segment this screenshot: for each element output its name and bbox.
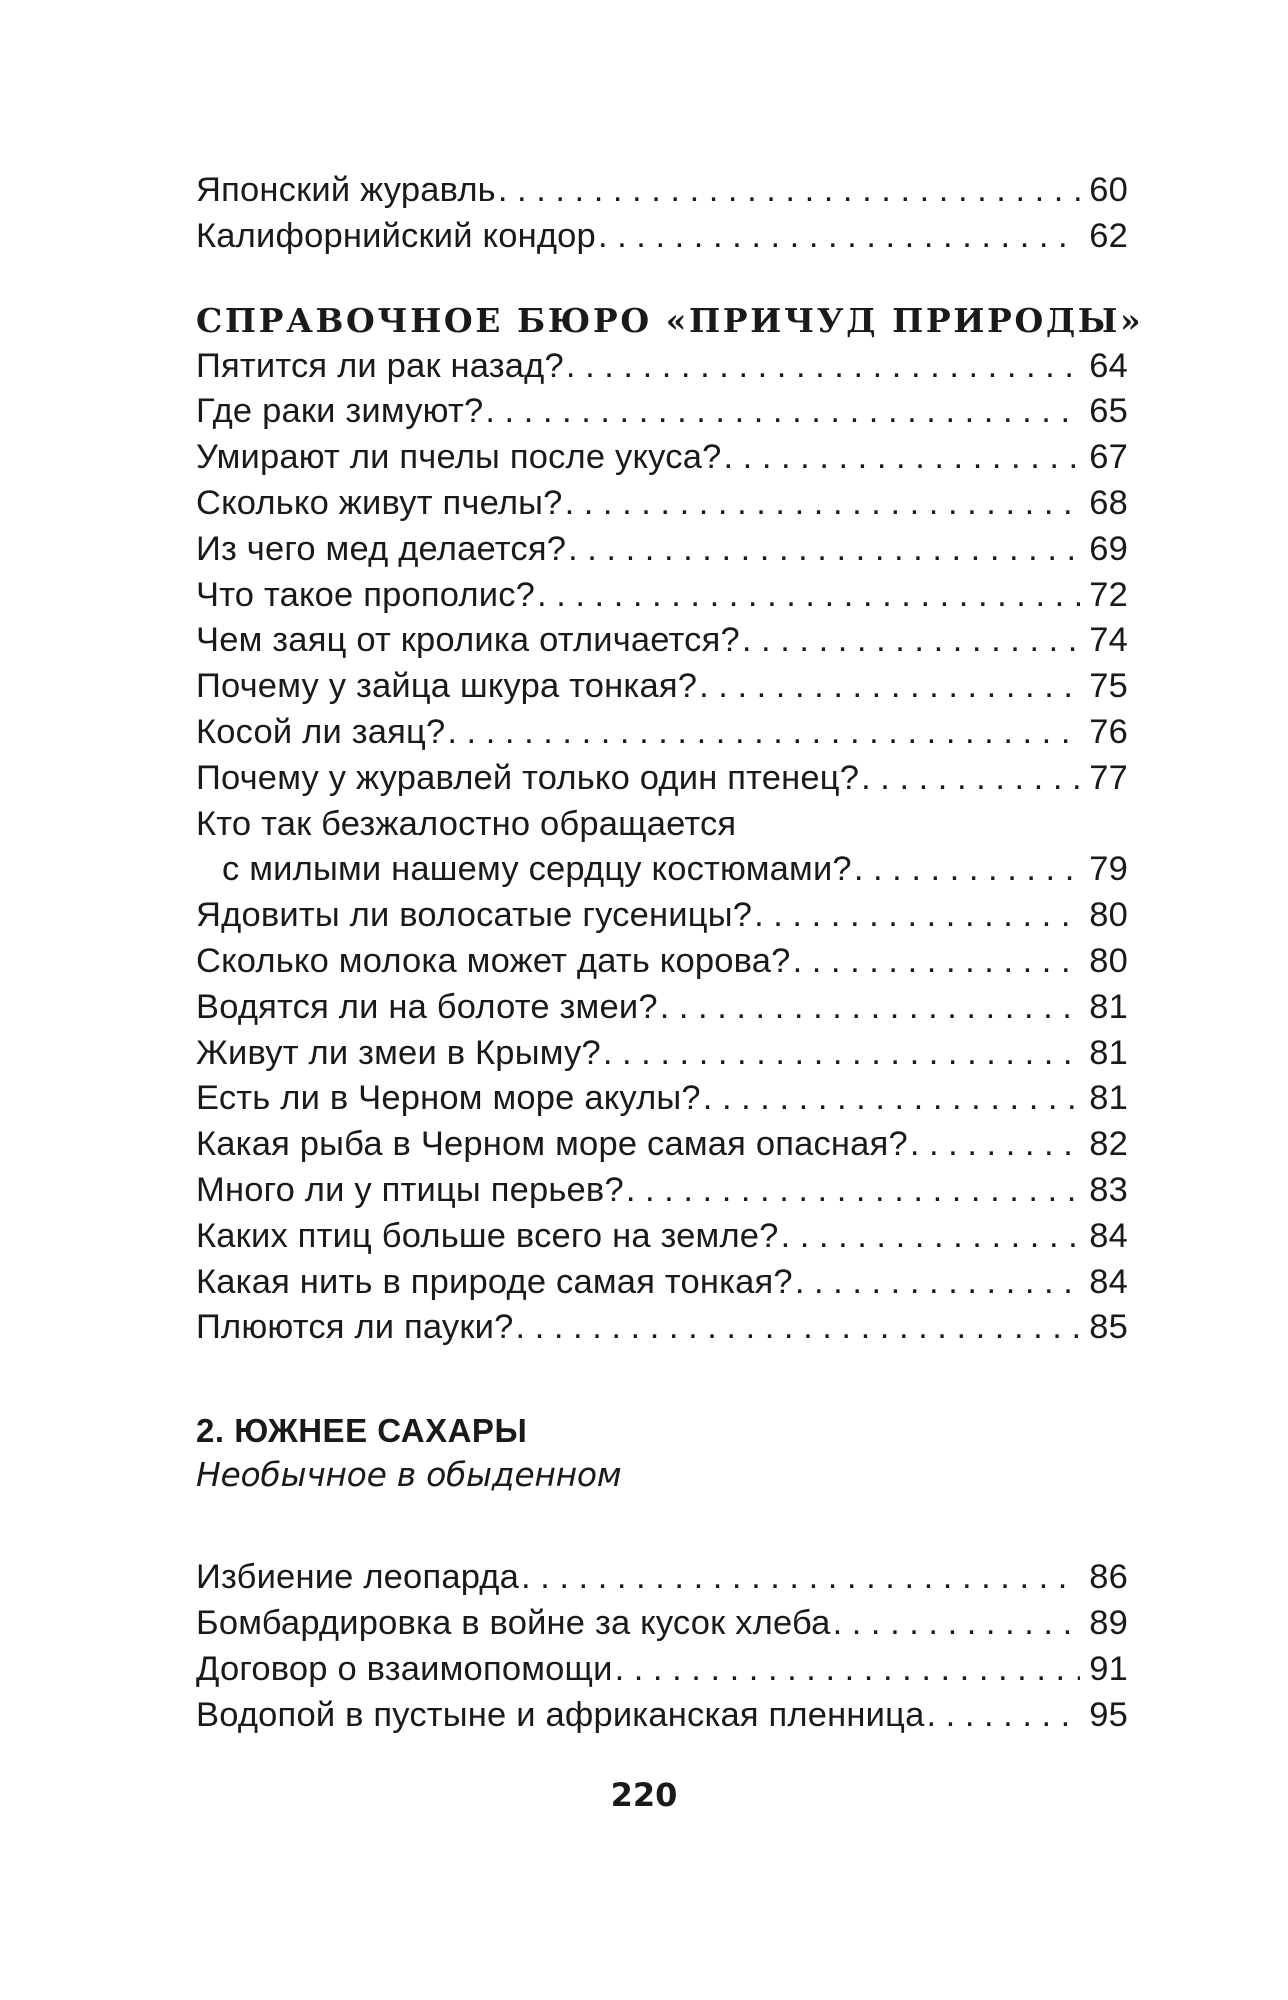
leader-dots xyxy=(854,847,1080,893)
toc-entry-title: Какая нить в природе самая тонкая? xyxy=(196,1262,793,1301)
toc-entry-title: с милыми нашему сердцу костюмами? xyxy=(222,850,852,889)
toc-entry-title: Избиение леопарда xyxy=(196,1558,520,1597)
toc-entry-title: Из чего мед делается? xyxy=(196,529,567,568)
toc-entry xyxy=(196,710,1128,756)
toc-entry-page: 81 xyxy=(1089,1033,1128,1072)
toc-entry xyxy=(196,1693,1128,1739)
toc-entry-page: 95 xyxy=(1089,1695,1128,1734)
leader-dots xyxy=(699,664,1080,710)
section-heading: СПРАВОЧНОЕ БЮРО «ПРИЧУД ПРИРОДЫ» xyxy=(196,300,1144,340)
toc-entry-page: 72 xyxy=(1089,575,1128,614)
toc-entry-page: 60 xyxy=(1089,171,1128,209)
toc-entry xyxy=(196,1122,1128,1168)
toc-entry-page: 80 xyxy=(1089,941,1128,980)
toc-entry-title: Плюются ли пауки? xyxy=(196,1308,514,1347)
toc-entry xyxy=(196,664,1128,710)
toc-entry-page: 74 xyxy=(1089,621,1128,660)
toc-entry xyxy=(196,214,1128,260)
toc-entry-page: 89 xyxy=(1089,1603,1128,1642)
toc-entry xyxy=(196,1601,1128,1647)
toc-entry-page: 83 xyxy=(1089,1170,1128,1209)
leader-dots xyxy=(781,1214,1080,1260)
toc-entry xyxy=(196,893,1128,939)
leader-dots xyxy=(926,1693,1080,1739)
table-of-contents xyxy=(196,168,1144,1738)
toc-entry xyxy=(196,1031,1128,1077)
toc-entry xyxy=(196,1555,1128,1601)
leader-dots xyxy=(615,1647,1080,1693)
toc-entry xyxy=(196,527,1128,573)
leader-dots xyxy=(626,1168,1080,1214)
chapter-heading: 2. ЮЖНЕЕ САХАРЫ xyxy=(196,1412,528,1450)
toc-entry-title: Калифорнийский кондор xyxy=(196,216,596,255)
page-number: 220 xyxy=(610,1776,678,1814)
leader-dots xyxy=(793,939,1080,985)
toc-entry-title: Живут ли змеи в Крыму? xyxy=(196,1033,601,1072)
toc-entry-page: 85 xyxy=(1089,1308,1128,1347)
toc-entry xyxy=(196,756,1128,802)
toc-entry-title: Каких птиц больше всего на земле? xyxy=(196,1216,779,1255)
toc-entry-page: 80 xyxy=(1089,896,1128,935)
leader-dots xyxy=(861,756,1080,802)
toc-entry-title: Почему у зайца шкура тонкая? xyxy=(196,667,698,706)
leader-dots xyxy=(754,893,1080,939)
toc-entry xyxy=(196,1168,1128,1214)
toc-entry xyxy=(196,344,1128,390)
toc-entry-page: 62 xyxy=(1089,216,1128,255)
leader-dots xyxy=(833,1601,1080,1647)
toc-entry xyxy=(196,573,1128,619)
toc-entry-title: Кто так безжалостно обращается xyxy=(196,804,737,843)
leader-dots xyxy=(742,618,1080,664)
leader-dots xyxy=(910,1122,1080,1168)
toc-entry xyxy=(196,1260,1128,1306)
toc-entry-title: Бомбардировка в войне за кусок хлеба xyxy=(196,1603,831,1642)
toc-entry-page: 84 xyxy=(1089,1262,1128,1301)
leader-dots xyxy=(598,214,1080,260)
toc-entry xyxy=(196,389,1128,435)
toc-entry-page: 75 xyxy=(1089,667,1128,706)
chapter-subtitle: Необычное в обыденном xyxy=(196,1455,622,1495)
leader-dots xyxy=(566,344,1080,390)
toc-entry-title: Где раки зимуют? xyxy=(196,392,484,431)
toc-entry-title: Водятся ли на болоте змеи? xyxy=(196,987,658,1026)
toc-entry-page: 91 xyxy=(1089,1649,1128,1688)
toc-entry-page: 77 xyxy=(1089,758,1128,797)
leader-dots xyxy=(660,985,1080,1031)
toc-entry-page: 69 xyxy=(1089,529,1128,568)
leader-dots xyxy=(516,1305,1080,1351)
toc-entry xyxy=(196,1305,1128,1351)
leader-dots xyxy=(795,1260,1080,1306)
toc-entry xyxy=(196,618,1128,664)
toc-entry-title: Много ли у птицы перьев? xyxy=(196,1170,624,1209)
toc-entry-title: Чем заяц от кролика отличается? xyxy=(196,621,740,660)
toc-entry-title: Есть ли в Черном море акулы? xyxy=(196,1079,701,1118)
toc-entry-title: Японский журавль xyxy=(196,171,496,209)
toc-entry-title: Почему у журавлей только один птенец? xyxy=(196,758,860,797)
toc-entry-title: Водопой в пустыне и африканская пленница xyxy=(196,1695,925,1734)
toc-entry-title: Что такое прополис? xyxy=(196,575,536,614)
toc-entry-page: 79 xyxy=(1089,850,1128,889)
leader-dots xyxy=(521,1555,1080,1601)
toc-entry-page: 82 xyxy=(1089,1125,1128,1164)
toc-entry-multiline-second xyxy=(196,847,1128,893)
leader-dots xyxy=(565,481,1080,527)
leader-dots xyxy=(603,1031,1080,1077)
toc-entry xyxy=(196,481,1128,527)
toc-entry xyxy=(196,985,1128,1031)
toc-entry-title: Сколько молока может дать корова? xyxy=(196,941,791,980)
toc-entry-page: 86 xyxy=(1089,1558,1128,1597)
toc-entry-page: 67 xyxy=(1089,438,1128,477)
leader-dots xyxy=(537,573,1080,619)
toc-entry xyxy=(196,939,1128,985)
toc-entry-title: Умирают ли пчелы после укуса? xyxy=(196,438,722,477)
leader-dots xyxy=(568,527,1080,573)
toc-entry xyxy=(196,1076,1128,1122)
leader-dots xyxy=(498,168,1080,214)
leader-dots xyxy=(723,435,1080,481)
leader-dots xyxy=(703,1076,1080,1122)
toc-entry-title: Пятится ли рак назад? xyxy=(196,346,564,385)
toc-entry-page: 84 xyxy=(1089,1216,1128,1255)
toc-entry-title: Сколько живут пчелы? xyxy=(196,483,563,522)
toc-entry-title: Договор о взаимопомощи xyxy=(196,1649,613,1688)
toc-entry xyxy=(196,1647,1128,1693)
toc-entry-title: Косой ли заяц? xyxy=(196,712,446,751)
toc-entry-page: 76 xyxy=(1089,712,1128,751)
toc-entry-title: Какая рыба в Черном море самая опасная? xyxy=(196,1125,908,1164)
toc-entry-title: Ядовиты ли волосатые гусеницы? xyxy=(196,896,753,935)
toc-entry xyxy=(196,168,1128,214)
toc-entry-page: 81 xyxy=(1089,987,1128,1026)
toc-entry-page: 81 xyxy=(1089,1079,1128,1118)
toc-entry-page: 64 xyxy=(1089,346,1128,385)
toc-entry xyxy=(196,435,1128,481)
toc-entry-page: 68 xyxy=(1089,483,1128,522)
leader-dots xyxy=(485,389,1080,435)
toc-entry-page: 65 xyxy=(1089,392,1128,431)
leader-dots xyxy=(447,710,1080,756)
toc-entry-multiline-first xyxy=(196,802,1128,848)
toc-entry xyxy=(196,1214,1128,1260)
